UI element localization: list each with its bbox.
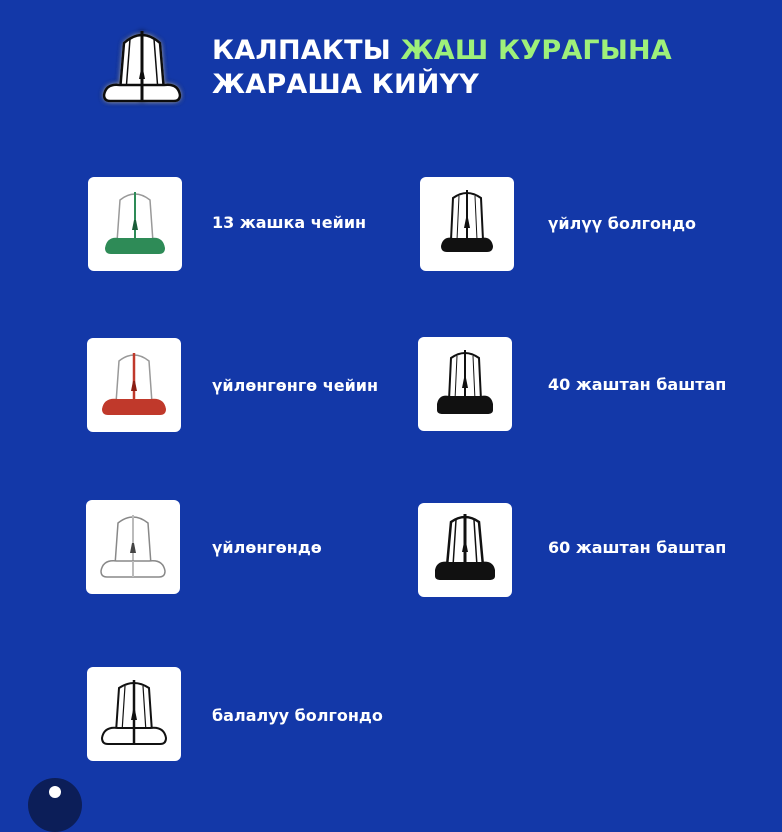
label-with-home: үйлүү болгондо <box>548 214 696 233</box>
hat-card-black-2 <box>418 337 512 431</box>
label-from-60: 60 жаштан баштап <box>548 538 727 557</box>
kalpak-black-brim-icon <box>427 184 507 264</box>
kalpak-white-brim-icon <box>93 507 173 587</box>
label-married: үйлөнгөндө <box>212 538 322 557</box>
label-before-marriage: үйлөнгөнгө чейин <box>212 376 379 395</box>
title-line-1: КАЛПАКТЫ ЖАШ КУРАГЫНА <box>212 35 672 66</box>
kalpak-red-brim-icon <box>94 345 174 425</box>
hat-card-black-3 <box>418 503 512 597</box>
floating-action-button[interactable] <box>28 778 82 832</box>
kalpak-green-brim-icon <box>95 184 175 264</box>
kalpak-hat-icon <box>96 25 188 109</box>
hat-card-white-1 <box>86 500 180 594</box>
label-from-40: 40 жаштан баштап <box>548 375 727 394</box>
hat-card-black-1 <box>420 177 514 271</box>
hat-card-white-2 <box>87 667 181 761</box>
kalpak-black-brim-60-icon <box>425 510 505 590</box>
fab-dot-icon <box>49 786 61 798</box>
hat-card-red <box>87 338 181 432</box>
title-accent: ЖАШ КУРАГЫНА <box>400 35 672 66</box>
hat-card-green <box>88 177 182 271</box>
label-with-children: балалуу болгондо <box>212 706 383 725</box>
kalpak-white-brim-black-lines-icon <box>94 674 174 754</box>
kalpak-black-brim-40-icon <box>425 344 505 424</box>
label-13-years: 13 жашка чейин <box>212 213 367 232</box>
page-title <box>212 34 672 102</box>
title-line-2: ЖАРАША КИЙҮҮ <box>212 69 480 100</box>
